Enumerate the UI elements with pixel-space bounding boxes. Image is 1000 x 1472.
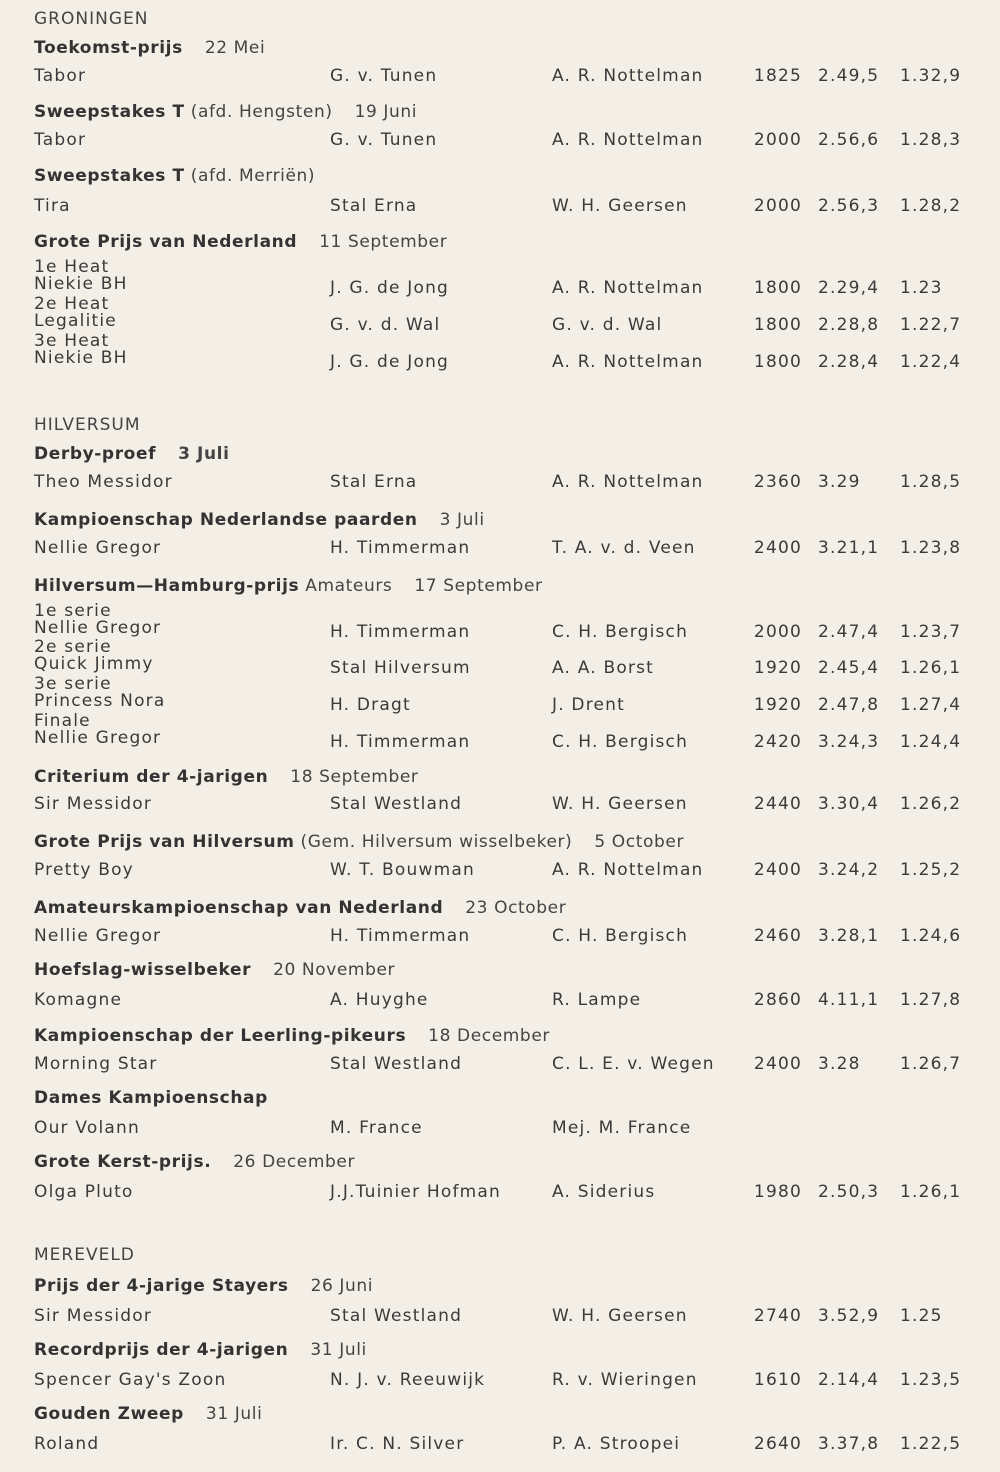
km-time-value: 1.26,1: [900, 1182, 962, 1202]
race-date: 3 Juli: [178, 444, 230, 464]
venue-heading: HILVERSUM: [34, 415, 141, 435]
race-title: [34, 574, 543, 598]
driver-name: W. H. Geersen: [552, 196, 688, 216]
km-time-value: 1.25,2: [900, 860, 962, 880]
venue-heading: MEREVELD: [34, 1245, 135, 1265]
time-value: 2.29,4: [818, 278, 880, 298]
result-row: [0, 656, 1000, 686]
owner-name: Stal Erna: [330, 472, 418, 492]
horse-name: Tabor: [34, 130, 87, 150]
km-time-value: 1.24,4: [900, 732, 962, 752]
time-value: 3.21,1: [818, 538, 880, 558]
race-qualifier: (afd. Hengsten): [184, 102, 333, 122]
race-title: [34, 36, 265, 60]
race-qualifier: (Gem. Hilversum wisselbeker): [294, 832, 573, 852]
result-row: [0, 1432, 1000, 1462]
race-name: Gouden Zweep: [34, 1404, 184, 1424]
driver-name: C. L. E. v. Wegen: [552, 1054, 715, 1074]
distance-value: 1825: [753, 66, 802, 86]
race-title: [34, 765, 419, 789]
time-value: 2.45,4: [818, 658, 880, 678]
distance-value: 2860: [753, 990, 802, 1010]
result-row: [0, 858, 1000, 888]
heat-label: 3e Heat: [34, 331, 110, 351]
distance-value: 2400: [753, 538, 802, 558]
race-title: [34, 830, 684, 854]
race-title: [34, 164, 315, 188]
race-title: [34, 442, 230, 466]
distance-value: 2740: [753, 1306, 802, 1326]
distance-value: 1800: [753, 352, 802, 372]
race-name: Criterium der 4-jarigen: [34, 767, 269, 787]
heat-label: 2e Heat: [34, 294, 110, 314]
result-row: [0, 1052, 1000, 1082]
horse-name: Princess Nora: [34, 691, 166, 711]
owner-name: G. v. d. Wal: [330, 315, 441, 335]
km-time-value: 1.23,8: [900, 538, 962, 558]
result-row: [0, 313, 1000, 343]
race-date: 18 December: [428, 1026, 550, 1046]
time-value: 4.11,1: [818, 990, 880, 1010]
distance-value: 1920: [753, 658, 802, 678]
driver-name: W. H. Geersen: [552, 794, 688, 814]
horse-name: Legalitie: [34, 311, 117, 331]
driver-name: G. v. d. Wal: [552, 315, 663, 335]
owner-name: Stal Westland: [330, 794, 463, 814]
heat-label: 1e Heat: [34, 257, 110, 277]
time-value: 2.28,4: [818, 352, 880, 372]
owner-name: Ir. C. N. Silver: [330, 1434, 465, 1454]
time-value: 3.28,1: [818, 926, 880, 946]
race-title: [34, 100, 417, 124]
driver-name: C. H. Bergisch: [552, 622, 689, 642]
owner-name: W. T. Bouwman: [330, 860, 475, 880]
race-name: Grote Prijs van Hilversum: [34, 832, 295, 852]
time-value: 2.50,3: [818, 1182, 880, 1202]
driver-name: W. H. Geersen: [552, 1306, 688, 1326]
driver-name: A. R. Nottelman: [552, 860, 704, 880]
driver-name: A. A. Borst: [552, 658, 655, 678]
driver-name: C. H. Bergisch: [552, 926, 689, 946]
race-name: Sweepstakes T: [34, 102, 185, 122]
time-value: 2.56,6: [818, 130, 880, 150]
race-date: 17 September: [414, 576, 543, 596]
horse-name: Tira: [34, 196, 71, 216]
km-time-value: 1.28,5: [900, 472, 962, 492]
owner-name: A. Huyghe: [330, 990, 429, 1010]
horse-name: Spencer Gay's Zoon: [34, 1370, 227, 1390]
distance-value: 1920: [753, 695, 802, 715]
race-name: Sweepstakes T: [34, 166, 185, 186]
race-date: 22 Mei: [204, 38, 266, 58]
result-row: [0, 536, 1000, 566]
race-date: 31 Juli: [310, 1340, 367, 1360]
horse-name: Our Volann: [34, 1118, 140, 1138]
owner-name: G. v. Tunen: [330, 66, 438, 86]
driver-name: A. Siderius: [552, 1182, 656, 1202]
distance-value: 2360: [753, 472, 802, 492]
distance-value: 1980: [753, 1182, 802, 1202]
result-row: [0, 128, 1000, 158]
result-row: [0, 792, 1000, 822]
result-row: [0, 64, 1000, 94]
km-time-value: 1.26,1: [900, 658, 962, 678]
heat-label: 2e serie: [34, 637, 112, 657]
time-value: 3.24,3: [818, 732, 880, 752]
km-time-value: 1.26,2: [900, 794, 962, 814]
time-value: 2.47,4: [818, 622, 880, 642]
race-title: [34, 958, 395, 982]
time-value: 3.30,4: [818, 794, 880, 814]
owner-name: H. Timmerman: [330, 538, 471, 558]
owner-name: Stal Westland: [330, 1306, 463, 1326]
distance-value: 2000: [753, 622, 802, 642]
owner-name: Stal Erna: [330, 196, 418, 216]
race-name: Hoefslag-wisselbeker: [34, 960, 252, 980]
horse-name: Komagne: [34, 990, 123, 1010]
distance-value: 2440: [753, 794, 802, 814]
race-name: Kampioenschap Nederlandse paarden: [34, 510, 418, 530]
horse-name: Nellie Gregor: [34, 538, 162, 558]
distance-value: 2000: [753, 130, 802, 150]
race-name: Derby-proef: [34, 444, 157, 464]
km-time-value: 1.22,4: [900, 352, 962, 372]
owner-name: H. Timmerman: [330, 622, 471, 642]
driver-name: A. R. Nottelman: [552, 472, 704, 492]
race-name: Prijs der 4-jarige Stayers: [34, 1276, 289, 1296]
horse-name: Nellie Gregor: [34, 728, 162, 748]
horse-name: Tabor: [34, 66, 87, 86]
race-title: [34, 1150, 355, 1174]
race-title: [34, 1086, 268, 1110]
owner-name: N. J. v. Reeuwijk: [330, 1370, 486, 1390]
distance-value: 2460: [753, 926, 802, 946]
km-time-value: 1.22,7: [900, 315, 962, 335]
distance-value: 2400: [753, 860, 802, 880]
time-value: 3.37,8: [818, 1434, 880, 1454]
distance-value: 2400: [753, 1054, 802, 1074]
result-row: [0, 620, 1000, 650]
result-row: [0, 693, 1000, 723]
horse-name: Olga Pluto: [34, 1182, 134, 1202]
result-row: [0, 194, 1000, 224]
race-date: 26 December: [233, 1152, 356, 1172]
time-value: 2.47,8: [818, 695, 880, 715]
race-date: 20 November: [273, 960, 396, 980]
race-date: 11 September: [319, 232, 448, 252]
race-date: 23 October: [465, 898, 567, 918]
distance-value: 1610: [753, 1370, 802, 1390]
driver-name: A. R. Nottelman: [552, 66, 704, 86]
driver-name: T. A. v. d. Veen: [552, 538, 696, 558]
horse-name: Nellie Gregor: [34, 926, 162, 946]
race-name: Kampioenschap der Leerling-pikeurs: [34, 1026, 407, 1046]
km-time-value: 1.25: [900, 1306, 943, 1326]
km-time-value: 1.23,7: [900, 622, 962, 642]
km-time-value: 1.23,5: [900, 1370, 962, 1390]
driver-name: A. R. Nottelman: [552, 130, 704, 150]
race-date: 19 Juni: [354, 102, 418, 122]
race-date: 5 October: [594, 832, 685, 852]
driver-name: R. Lampe: [552, 990, 642, 1010]
result-row: [0, 1116, 1000, 1146]
horse-name: Nellie Gregor: [34, 618, 162, 638]
result-row: [0, 924, 1000, 954]
race-date: 31 Juli: [205, 1404, 263, 1424]
race-name: Dames Kampioenschap: [34, 1088, 268, 1108]
result-row: [0, 1180, 1000, 1210]
race-title: [34, 1402, 262, 1426]
distance-value: 2640: [753, 1434, 802, 1454]
km-time-value: 1.32,9: [900, 66, 962, 86]
time-value: 2.49,5: [818, 66, 880, 86]
driver-name: C. H. Bergisch: [552, 732, 689, 752]
time-value: 3.24,2: [818, 860, 880, 880]
time-value: 2.56,3: [818, 196, 880, 216]
driver-name: A. R. Nottelman: [552, 352, 704, 372]
time-value: 3.29: [818, 472, 861, 492]
time-value: 3.52,9: [818, 1306, 880, 1326]
driver-name: R. v. Wieringen: [552, 1370, 698, 1390]
race-name: Hilversum—Hamburg-prijs: [34, 576, 300, 596]
distance-value: 2000: [753, 196, 802, 216]
heat-label: 1e serie: [34, 601, 112, 621]
result-row: [0, 470, 1000, 500]
owner-name: H. Dragt: [330, 695, 411, 715]
race-qualifier: (afd. Merriën): [184, 166, 316, 186]
km-time-value: 1.24,6: [900, 926, 962, 946]
driver-name: J. Drent: [552, 695, 626, 715]
result-row: [0, 1304, 1000, 1334]
owner-name: H. Timmerman: [330, 732, 471, 752]
race-date: 18 September: [290, 767, 419, 787]
race-title: [34, 1024, 550, 1048]
horse-name: Sir Messidor: [34, 1306, 153, 1326]
horse-name: Niekie BH: [34, 274, 128, 294]
driver-name: A. R. Nottelman: [552, 278, 704, 298]
owner-name: J. G. de Jong: [330, 352, 450, 372]
result-row: [0, 988, 1000, 1018]
horse-name: Pretty Boy: [34, 860, 134, 880]
distance-value: 1800: [753, 315, 802, 335]
race-name: Amateurskampioenschap van Nederland: [34, 898, 444, 918]
km-time-value: 1.28,3: [900, 130, 962, 150]
venue-heading: GRONINGEN: [34, 9, 149, 29]
horse-name: Niekie BH: [34, 348, 128, 368]
time-value: 2.28,8: [818, 315, 880, 335]
race-date: 26 Juni: [310, 1276, 374, 1296]
km-time-value: 1.27,8: [900, 990, 962, 1010]
horse-name: Quick Jimmy: [34, 654, 154, 674]
race-title: [34, 896, 566, 920]
horse-name: Roland: [34, 1434, 100, 1454]
race-name: Grote Kerst-prijs.: [34, 1152, 212, 1172]
race-title: [34, 230, 447, 254]
distance-value: 2420: [753, 732, 802, 752]
distance-value: 1800: [753, 278, 802, 298]
km-time-value: 1.28,2: [900, 196, 962, 216]
horse-name: Theo Messidor: [34, 472, 173, 492]
driver-name: P. A. Stroopei: [552, 1434, 681, 1454]
race-title: [34, 1338, 367, 1362]
result-row: [0, 730, 1000, 760]
heat-label: Finale: [34, 711, 91, 731]
owner-name: G. v. Tunen: [330, 130, 438, 150]
race-title: [34, 508, 485, 532]
km-time-value: 1.26,7: [900, 1054, 962, 1074]
owner-name: Stal Westland: [330, 1054, 463, 1074]
driver-name: Mej. M. France: [552, 1118, 692, 1138]
result-row: [0, 276, 1000, 306]
result-row: [0, 1368, 1000, 1398]
result-row: [0, 350, 1000, 380]
owner-name: J.J.Tuinier Hofman: [330, 1182, 502, 1202]
race-name: Toekomst-prijs: [34, 38, 183, 58]
km-time-value: 1.27,4: [900, 695, 962, 715]
owner-name: J. G. de Jong: [330, 278, 450, 298]
heat-label: 3e serie: [34, 674, 112, 694]
km-time-value: 1.22,5: [900, 1434, 962, 1454]
owner-name: H. Timmerman: [330, 926, 471, 946]
race-qualifier: Amateurs: [299, 576, 393, 596]
km-time-value: 1.23: [900, 278, 943, 298]
time-value: 3.28: [818, 1054, 861, 1074]
owner-name: Stal Hilversum: [330, 658, 471, 678]
horse-name: Sir Messidor: [34, 794, 153, 814]
race-name: Grote Prijs van Nederland: [34, 232, 298, 252]
owner-name: M. France: [330, 1118, 423, 1138]
race-name: Recordprijs der 4-jarigen: [34, 1340, 289, 1360]
time-value: 2.14,4: [818, 1370, 880, 1390]
horse-name: Morning Star: [34, 1054, 158, 1074]
race-title: [34, 1274, 373, 1298]
race-date: 3 Juli: [439, 510, 485, 530]
